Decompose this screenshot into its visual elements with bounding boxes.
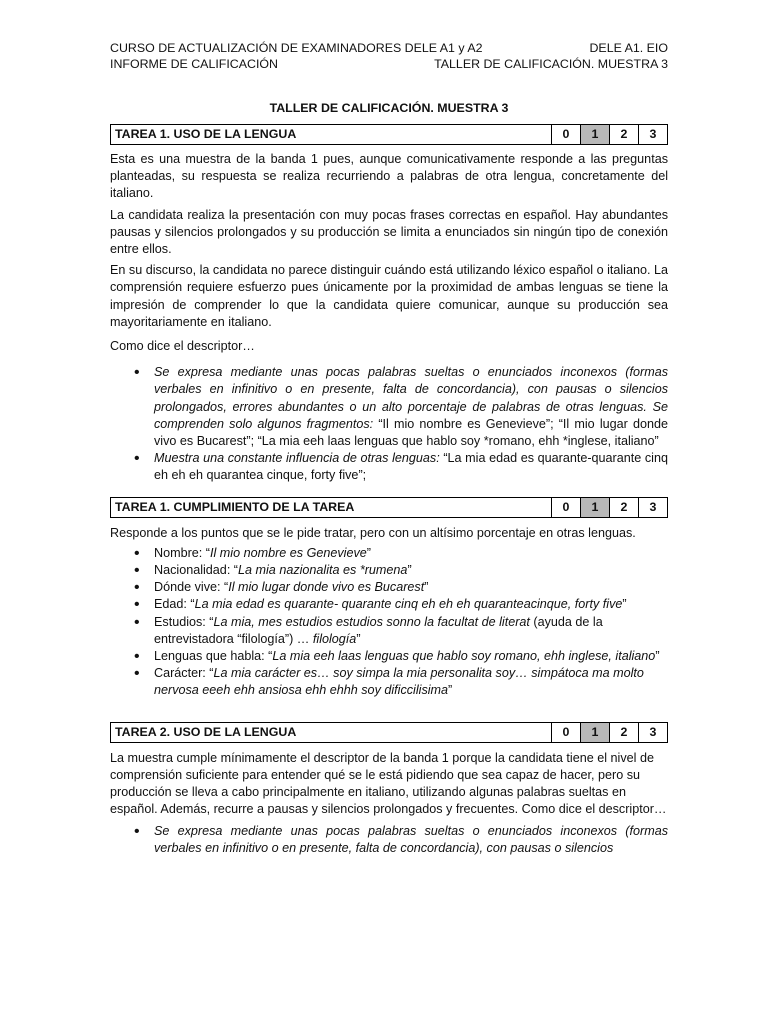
example-quotes: “Il mio nombre es Genevieve”; “Il mio lugar donde vivo es Bucarest”; “La mia eeh laas lenguas que hablo soy *romano, ehh *inglese, italiano”	[154, 416, 668, 449]
paragraph: En su discurso, la candidata no parece distinguir cuándo está utilizando léxico español o italiano. La comprensión requiere esfuerzo pues únicamente por la proximidad de ambas lenguas se tiene la impresión de comprender lo que la candidata quiere comunicar, aunque su producción sea mayoritariamente en italiano.	[110, 263, 668, 329]
item-key: Lenguas que habla: “	[154, 649, 273, 664]
item-end: ”	[366, 545, 371, 560]
score-cell-2: 2	[610, 497, 639, 517]
item-quote: filología	[312, 631, 357, 646]
answers-list	[110, 545, 668, 700]
item-quote: Il mio lugar donde vivo es Bucarest	[228, 580, 425, 595]
score-cell-2: 2	[610, 722, 639, 742]
header-row-2	[110, 56, 668, 72]
descriptor-list	[110, 364, 668, 484]
paragraph: Esta es una muestra de la banda 1 pues, aunque comunicativamente responde a las preguntas planteadas, su respuesta se realiza recurriendo a palabras de otra lengua, concretamente del italiano.	[110, 152, 668, 201]
descriptor-text: Muestra una constante influencia de otras lenguas:	[154, 451, 440, 466]
item-quote: La mia nazionalita es *rumena	[238, 563, 408, 578]
list-item	[154, 596, 668, 613]
list-item	[154, 450, 668, 484]
score-cell-3: 3	[639, 497, 668, 517]
item-quote: La mia, mes estudios estudios sonno la facultat de literat	[213, 614, 530, 629]
list-item	[154, 648, 668, 665]
item-key: Carácter: “	[154, 666, 214, 681]
item-end: (ayuda de la entrevistadora “filología”) …	[154, 614, 603, 646]
list-item	[154, 579, 668, 596]
list-item	[154, 364, 668, 450]
score-table-task2-language	[110, 722, 668, 743]
item-quote: La mia edad es quarante- quarante cinq eh eh eh quaranteacinque, forty five	[194, 597, 623, 612]
header-workshop: TALLER DE CALIFICACIÓN. MUESTRA 3	[434, 57, 668, 71]
item-end: ”	[622, 597, 627, 612]
descriptor-text: Se expresa mediante unas pocas palabras sueltas o enunciados inconexos (formas verbales en infinitivo o en presente, falta de concordancia), con pausas o silencios prolongados, errores abundantes o un alto porcentaje de palabras de otras lenguas. Se comprenden solo algunos fragmentos:	[154, 365, 668, 431]
score-cell-0: 0	[552, 722, 581, 742]
item-key: Estudios: “	[154, 614, 214, 629]
score-table-task1-completion	[110, 497, 668, 518]
score-cell-1-selected: 1	[581, 497, 610, 517]
list-item	[154, 614, 668, 648]
document-page	[110, 40, 668, 857]
score-cell-3: 3	[639, 125, 668, 145]
score-cell-0: 0	[552, 497, 581, 517]
header-level: DELE A1. EIO	[589, 41, 668, 55]
descriptor-list	[110, 823, 668, 857]
page-title: TALLER DE CALIFICACIÓN. MUESTRA 3	[269, 101, 509, 115]
score-table-label: TAREA 2. USO DE LA LENGUA	[111, 722, 552, 742]
item-end: ”	[655, 649, 660, 664]
item-quote: Il mio nombre es Genevieve	[209, 545, 367, 560]
item-end: ”	[424, 580, 429, 595]
item-key: Nacionalidad: “	[154, 563, 239, 578]
header-course: CURSO DE ACTUALIZACIÓN DE EXAMINADORES DELE A1 y A2	[110, 41, 483, 55]
score-cell-0: 0	[552, 125, 581, 145]
list-item	[154, 545, 668, 562]
item-quote: La mia carácter es… soy simpa la mia personalita soy… simpátoca ma molto nervosa eeeh ehh ansiosa ehh ehhh soy dificcilisima	[154, 666, 644, 698]
score-cell-1-selected: 1	[581, 125, 610, 145]
score-cell-3: 3	[639, 722, 668, 742]
paragraph: La candidata realiza la presentación con muy pocas frases correctas en español. Hay abundantes pausas y silencios prolongados y su producción se limita a enunciados sin ningún tipo de conexión entre ellos.	[110, 207, 668, 257]
score-cell-2: 2	[610, 125, 639, 145]
item-end: ”	[356, 631, 361, 646]
item-end: ”	[448, 683, 453, 698]
list-item	[154, 562, 668, 579]
paragraph: Responde a los puntos que se le pide tratar, pero con un altísimo porcentaje en otras lenguas.	[110, 525, 636, 540]
item-key: Edad: “	[154, 597, 195, 612]
score-table-task1-language	[110, 124, 668, 145]
item-key: Nombre: “	[154, 545, 210, 560]
item-end: ”	[407, 563, 412, 578]
item-quote: La mia eeh laas lenguas que hablo soy romano, ehh inglese, italiano	[272, 649, 656, 664]
paragraph: Como dice el descriptor…	[110, 339, 255, 354]
item-key: Dónde vive: “	[154, 580, 229, 595]
paragraph: La muestra cumple mínimamente el descriptor de la banda 1 porque la candidata tiene el nivel de comprensión suficiente para entender qué se le está pidiendo que sea capaz de hacer, pero su producción se lleva a cabo principalmente en italiano, utilizando algunas palabras sueltas en español. Además, recurre a pausas y silencios prolongados y frecuentes. Como dice el descriptor…	[110, 750, 667, 817]
header-row-1	[110, 40, 668, 56]
score-table-label: TAREA 1. USO DE LA LENGUA	[111, 125, 552, 145]
score-table-label: TAREA 1. CUMPLIMIENTO DE LA TAREA	[111, 497, 552, 517]
list-item	[154, 823, 668, 857]
descriptor-text: Se expresa mediante unas pocas palabras sueltas o enunciados inconexos (formas verbales en infinitivo o en presente, falta de concordancia), con pausas o silencios	[154, 823, 668, 855]
score-cell-1-selected: 1	[581, 722, 610, 742]
header-report: INFORME DE CALIFICACIÓN	[110, 57, 278, 71]
list-item	[154, 665, 668, 699]
example-quotes: “La mia edad es quarante-quarante cinq eh eh eh quarantea cinque, forty five”;	[154, 451, 668, 483]
